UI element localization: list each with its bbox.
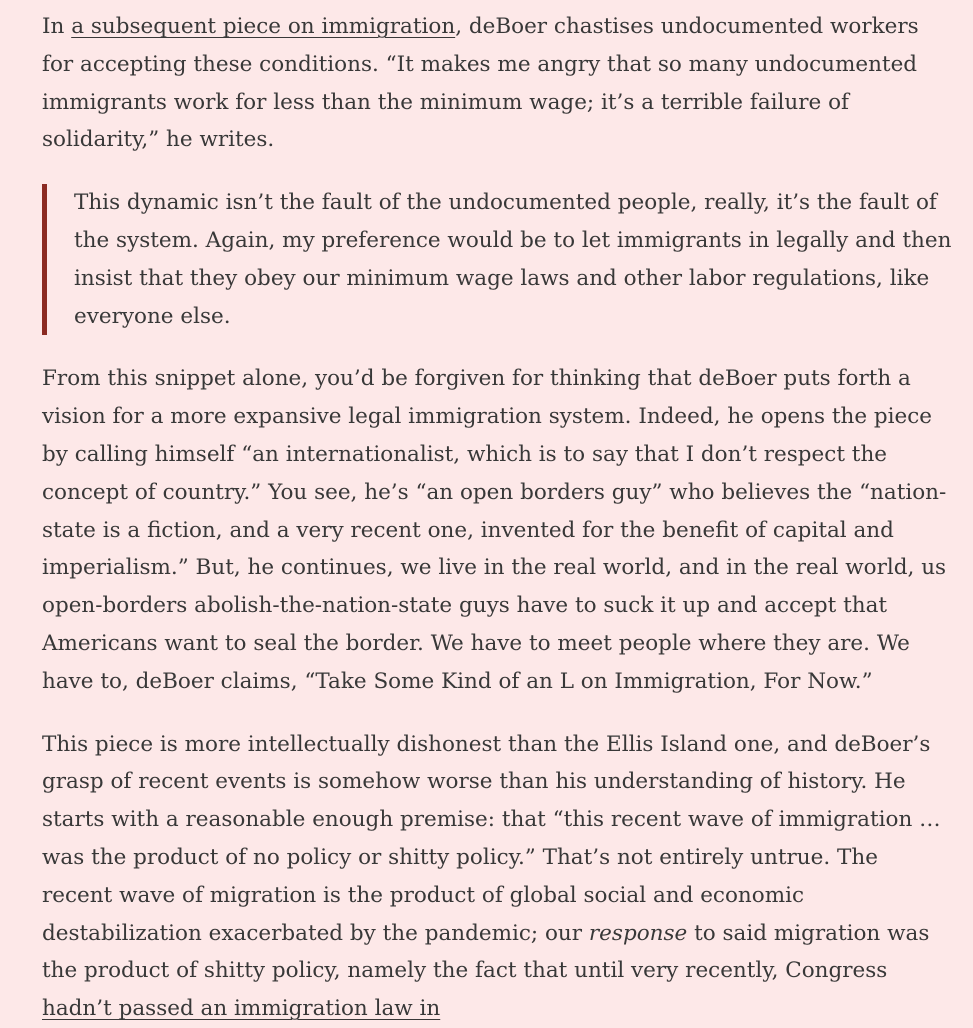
blockquote — [42, 184, 952, 335]
paragraph — [42, 8, 952, 159]
paragraph — [42, 726, 952, 1028]
emphasis-text: response — [588, 920, 688, 946]
paragraph-lead-text: In — [42, 14, 72, 39]
paragraph-text: This piece is more intellectually dishonest than the Ellis Island one, and deBoer’s grasp of recent events is somehow worse than his understanding of history. He starts with a reasonable enough premise: that “this recent wave of immigration … was the product of no policy or shitty policy.” That’s not entirely untrue. The recent wave of migration is the product of global social and economic destabilization exacerbated by the pandemic; our — [42, 731, 941, 946]
blockquote-text: This dynamic isn’t the fault of the undocumented people, really, it’s the fault of the system. Again, my preference would be to let immigrants in legally and then insist that they obey our minimum wage laws and other labor regulations, like everyone else. — [74, 190, 952, 329]
paragraph: From this snippet alone, you’d be forgiven for thinking that deBoer puts forth a vision for a more expansive legal immigration system. Indeed, he opens the piece by calling himself “an internationalist, which is to say that I don’t respect the concept of country.” You see, he’s “an open borders guy” who believes the “nation-state is a fiction, and a very recent one, invented for the benefit of capital and imperialism.” But, he continues, we live in the real world, and in the real world, us open-borders abolish-the-nation-state guys have to suck it up and accept that Americans want to seal the border. We have to meet people where they are. We have to, deBoer claims, “Take Some Kind of an L on Immigration, For Now.” — [42, 366, 947, 694]
paragraph-text: , deBoer chastises undocumented workers for accepting these conditions. “It makes me angry that so many undocumented immigrants work for less than the minimum wage; it’s a terrible failure of solidarity,” he writes. — [42, 14, 919, 153]
article-body — [42, 8, 952, 1028]
paragraph-text: to said migration was the product of shitty policy, namely the fact that until very recently, Congress — [42, 920, 930, 984]
subsequent-piece-link[interactable]: a subsequent piece on immigration — [71, 14, 456, 39]
immigration-law-link[interactable]: hadn’t passed an immigration law in — [42, 996, 441, 1022]
